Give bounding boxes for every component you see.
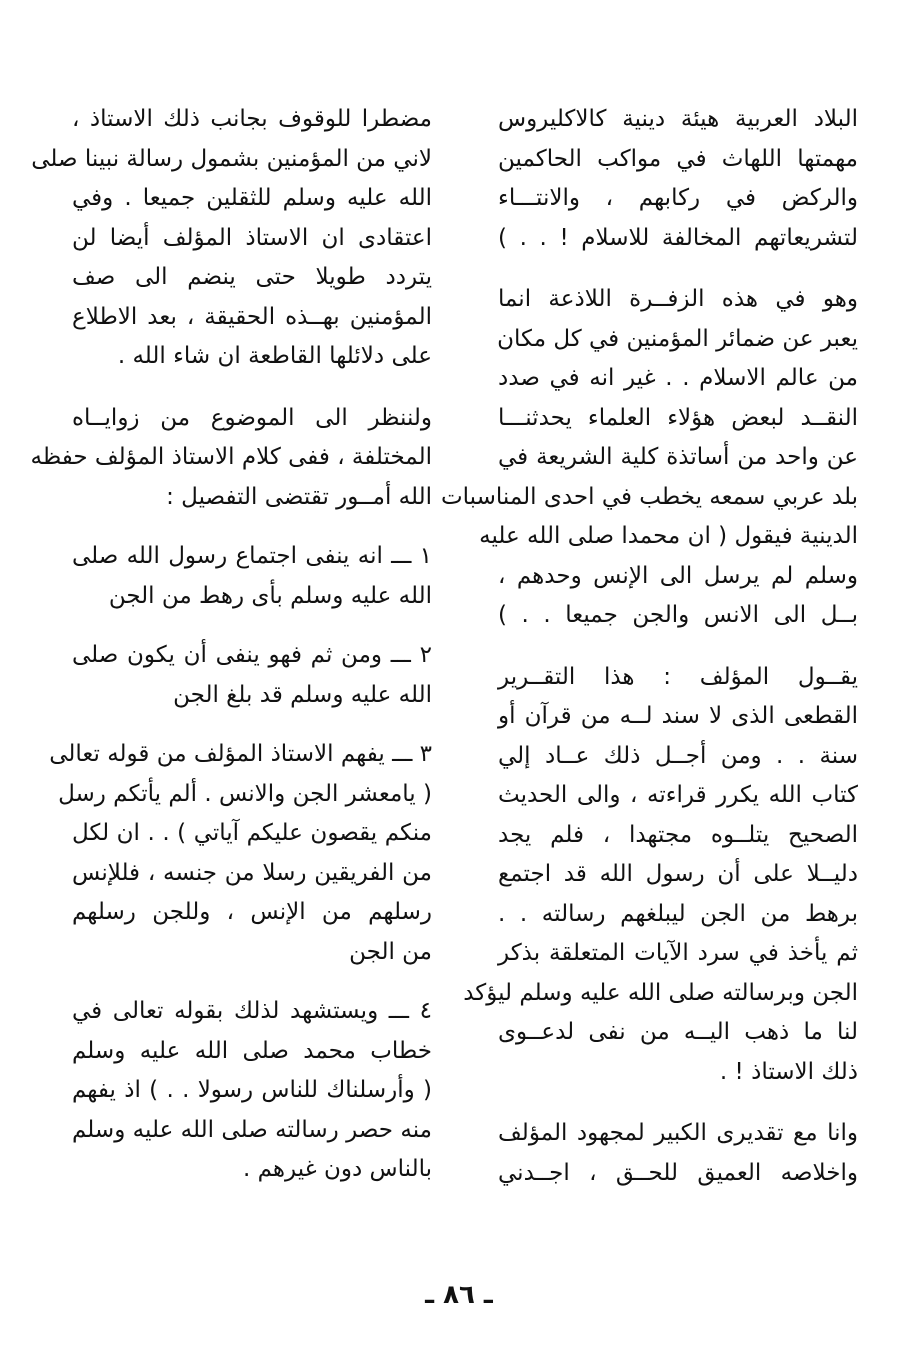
text-line: سنة . . ومن أجــل ذلك عــاد إلي <box>498 742 858 769</box>
text-line: يتردد طويلا حتى ينضم الى صف <box>72 264 432 290</box>
text-line: خطاب محمد صلى الله عليه وسلم <box>72 1037 432 1064</box>
text-line: الله أمــور تقتضى التفصيل : <box>166 483 432 510</box>
paragraph <box>30 399 432 518</box>
text-line: الصحيح يتلــوه مجتهدا ، فلم يجد <box>498 821 858 848</box>
right-column <box>441 100 858 1209</box>
text-line: يقــول المؤلف : هذا التقــرير <box>498 663 858 690</box>
text-line: ذلك الاستاذ ! . <box>719 1058 858 1085</box>
paragraph <box>498 100 858 258</box>
paragraph <box>72 537 432 616</box>
text-line: وانا مع تقديرى الكبير لمجهود المؤلف <box>498 1120 858 1146</box>
text-line: على دلائلها القاطعة ان شاء الله . <box>117 343 432 369</box>
text-line: واخلاصه العميق للحــق ، اجــدني <box>498 1159 858 1186</box>
text-line: مضطرا للوقوف بجانب ذلك الاستاذ ، <box>72 106 432 132</box>
text-line: لتشريعاتهم المخالفة للاسلام ! . . ) <box>498 224 858 251</box>
left-column <box>30 100 432 1206</box>
text-line: البلاد العربية هيئة دينية كالاكليروس <box>498 106 858 132</box>
text-line: كتاب الله يكرر قراءته ، والى الحديث <box>498 782 858 808</box>
text-line: دليــلا على أن رسول الله قد اجتمع <box>498 861 858 887</box>
page-number: ـ ٨٦ ـ <box>425 1280 493 1310</box>
paragraph <box>498 1114 858 1193</box>
text-line: منكم يقصون عليكم آياتي ) . . ان لكل <box>72 820 432 846</box>
text-line: بــل الى الانس والجن جميعا . . ) <box>498 602 858 628</box>
paragraph <box>463 658 858 1093</box>
text-line: الله عليه وسلم للثقلين جميعا . وفي <box>72 185 432 211</box>
text-line: المختلفة ، ففى كلام الاستاذ المؤلف حفظه <box>30 444 432 470</box>
text-line: الله عليه وسلم بأى رهط من الجن <box>108 582 432 609</box>
text-line: وهو في هذه الزفــرة اللاذعة انما <box>498 286 858 312</box>
text-line: وسلم لم يرسل الى الإنس وحدهم ، <box>498 562 858 589</box>
paragraph <box>441 280 858 636</box>
text-line: بالناس دون غيرهم . <box>242 1156 432 1182</box>
text-line: النقــد لبعض هؤلاء العلماء يحدثنـــا <box>498 404 858 431</box>
text-line: عن واحد من أساتذة كلية الشريعة في <box>498 444 858 470</box>
text-line: من الفريقين رسلا من جنسه ، فللإنس <box>72 859 432 886</box>
paragraph <box>49 735 432 972</box>
paragraph <box>72 992 432 1190</box>
text-line: لاني من المؤمنين بشمول رسالة نبينا صلى <box>31 145 432 172</box>
text-line: القطعى الذى لا سند لــه من قرآن أو <box>498 703 858 729</box>
text-line: رسلهم من الإنس ، وللجن رسلهم <box>72 899 432 925</box>
paragraph <box>72 636 432 715</box>
text-line: ٣ ـــ يفهم الاستاذ المؤلف من قوله تعالى <box>49 741 432 767</box>
text-line: الجن وبرسالته صلى الله عليه وسلم ليؤكد <box>463 979 858 1006</box>
text-line: من الجن <box>349 938 432 965</box>
text-line: ١ ـــ انه ينفى اجتماع رسول الله صلى <box>72 543 432 569</box>
text-line: الله عليه وسلم قد بلغ الجن <box>173 681 432 708</box>
text-line: من عالم الاسلام . . غير انه في صدد <box>498 365 858 391</box>
text-line: ولننظر الى الموضوع من زوايــاه <box>72 404 432 431</box>
text-line: بلد عربي سمعه يخطب في احدى المناسبات <box>441 483 858 510</box>
text-line: مهمتها اللهاث في مواكب الحاكمين <box>498 145 858 172</box>
text-line: والركض في ركابهم ، والانتـــاء <box>498 185 858 211</box>
text-line: الدينية فيقول ( ان محمدا صلى الله عليه <box>479 523 858 549</box>
text-line: ( وأرسلناك للناس رسولا . . ) اذ يفهم <box>72 1077 432 1103</box>
text-line: لنا ما ذهب اليــه من نفى لدعــوى <box>498 1019 858 1045</box>
text-line: يعبر عن ضمائر المؤمنين في كل مكان <box>497 325 858 352</box>
text-line: ٤ ـــ ويستشهد لذلك بقوله تعالى في <box>72 998 432 1024</box>
text-line: ٢ ـــ ومن ثم فهو ينفى أن يكون صلى <box>72 642 432 668</box>
text-line: منه حصر رسالته صلى الله عليه وسلم <box>72 1116 432 1143</box>
text-line: ثم يأخذ في سرد الآيات المتعلقة بذكر <box>498 940 858 966</box>
text-line: المؤمنين بهــذه الحقيقة ، بعد الاطلاع <box>72 303 432 330</box>
text-line: ( يامعشر الجن والانس . ألم يأتكم رسل <box>58 780 432 807</box>
text-line: اعتقادى ان الاستاذ المؤلف أيضا لن <box>72 224 432 251</box>
text-line: برهط من الجن ليبلغهم رسالته . . <box>498 900 858 927</box>
paragraph <box>31 100 432 377</box>
